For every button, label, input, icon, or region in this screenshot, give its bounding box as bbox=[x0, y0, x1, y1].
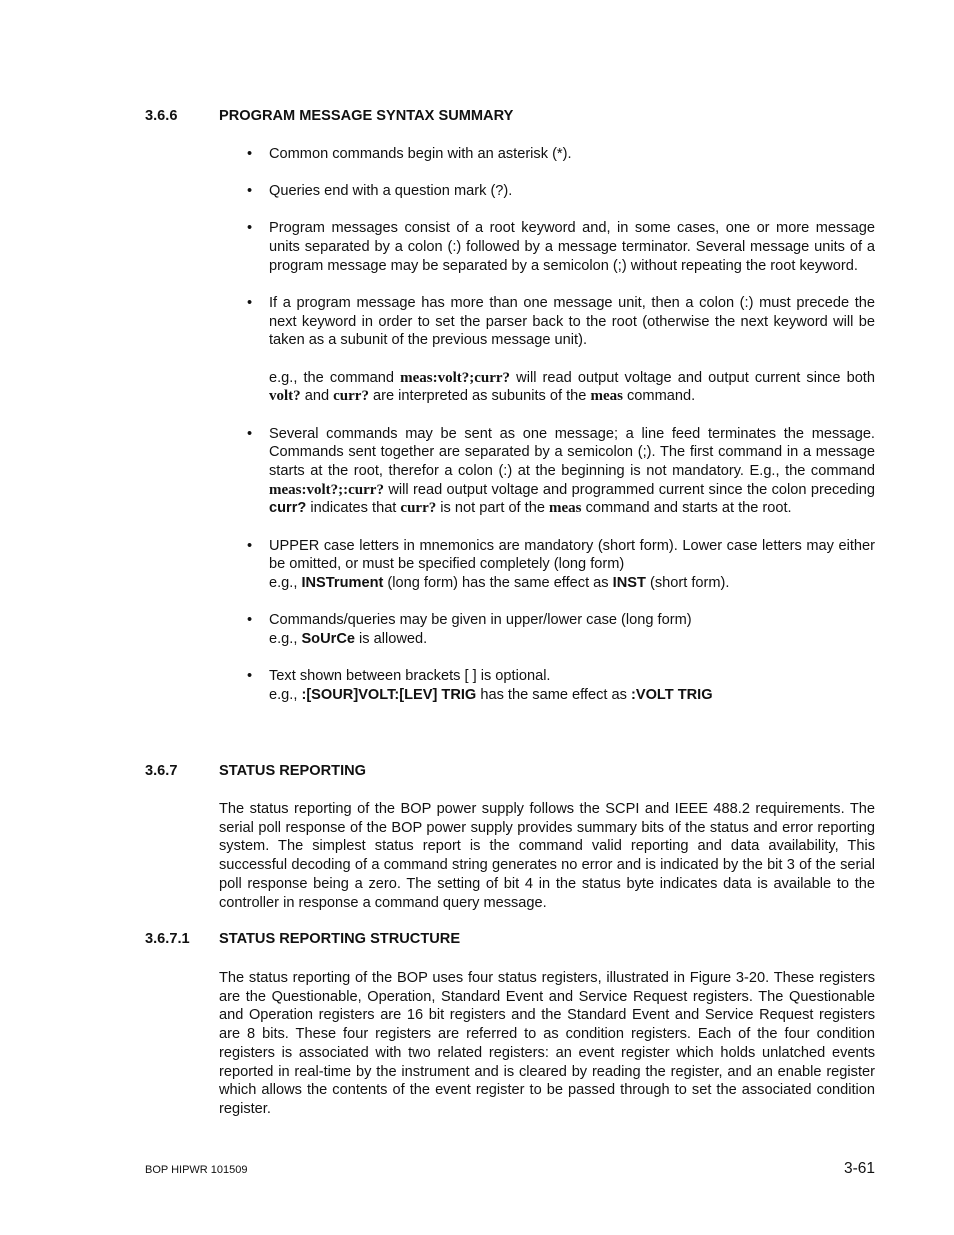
bullet-marker: • bbox=[247, 425, 253, 442]
section-title: STATUS REPORTING bbox=[219, 763, 367, 779]
text-run: indicates that bbox=[306, 500, 401, 517]
bullet-text: Queries end with a question mark (?). bbox=[269, 183, 513, 200]
text-run: command. bbox=[622, 388, 696, 405]
status-structure-paragraph: The status reporting of the BOP uses four status registers, illustrated in Figure 3-20. These registers are the Questionable, Operation, Standard Event and Service Request registers. The Questionable and Operation registers are 16 bit registers and the Standard Event and Service Request registers are 8 bits. These four registers are referred to as condition registers. Each of the four condition registers is associated with two related registers: an event register which holds unlatched events reported in real-time by the instrument and is cleared by reading the register, and an enable register which allows the contents of the event register to be passed through to set the associated condition register. bbox=[219, 970, 875, 1117]
command-code: INSTrument bbox=[301, 574, 384, 591]
text-run: Text shown between brackets [ ] is optional. bbox=[269, 668, 551, 685]
section-title: STATUS REPORTING STRUCTURE bbox=[219, 931, 461, 947]
bullet-text bbox=[269, 667, 875, 704]
example-text bbox=[269, 369, 875, 406]
text-run: will read output voltage and output current since both bbox=[510, 369, 875, 386]
text-run: e.g., the command bbox=[269, 369, 401, 386]
text-run: Several commands may be sent as one message; a line feed terminates the message. Commands sent together are separated by a semicolon (;). The first command in a message starts at the root, therefor a colon (:) at the beginning is not mandatory. E.g., the command bbox=[269, 425, 875, 479]
command-code: :[SOUR]VOLT:[LEV] TRIG bbox=[301, 686, 477, 703]
text-run: e.g., bbox=[269, 630, 302, 647]
section-number: 3.6.6 bbox=[145, 108, 178, 124]
section-number: 3.6.7 bbox=[145, 763, 178, 779]
text-run: e.g., bbox=[269, 686, 302, 703]
text-run: UPPER case letters in mnemonics are mandatory (short form). Lower case letters may either be omitted, or must be specified completely (long form) bbox=[269, 537, 875, 573]
command-code: curr? bbox=[400, 500, 437, 517]
text-run: Commands/queries may be given in upper/lower case (long form) bbox=[269, 612, 692, 629]
text-run: (short form). bbox=[645, 574, 730, 591]
bullet-marker: • bbox=[247, 612, 253, 629]
bullet-text bbox=[269, 611, 875, 648]
text-run: (long form) has the same effect as bbox=[383, 574, 613, 591]
bullet-marker: • bbox=[247, 146, 253, 162]
bullet-text: Program messages consist of a root keyword and, in some cases, one or more message units separated by a colon (:) followed by a message terminator. Several message units of a program message may be separated by a semicolon (;) without repeating the root keyword. bbox=[269, 220, 875, 274]
list-item bbox=[247, 667, 875, 704]
list-item bbox=[247, 537, 875, 593]
command-code: volt? bbox=[269, 388, 301, 405]
bullet-marker: • bbox=[247, 537, 253, 554]
bullet-marker: • bbox=[247, 220, 253, 237]
command-code: meas bbox=[549, 500, 582, 517]
text-run: are interpreted as subunits of the bbox=[368, 388, 591, 405]
section-heading-3-6-6 bbox=[145, 108, 513, 124]
section-heading-3-6-7-1 bbox=[145, 931, 460, 947]
bullet-text: Common commands begin with an asterisk (*). bbox=[269, 146, 572, 162]
list-item bbox=[247, 182, 875, 201]
text-run: is allowed. bbox=[354, 630, 428, 647]
section-number: 3.6.7.1 bbox=[145, 931, 190, 947]
bullet-text bbox=[269, 425, 875, 519]
text-run: has the same effect as bbox=[476, 686, 631, 703]
command-code: :VOLT TRIG bbox=[630, 686, 713, 703]
bullet-marker: • bbox=[247, 183, 253, 200]
command-code: curr? bbox=[333, 388, 369, 405]
status-reporting-paragraph: The status reporting of the BOP power supply follows the SCPI and IEEE 488.2 requirements. The serial poll response of the BOP power supply provides summary bits of the status and error reporting system. The simplest status report is the command valid reporting and data availability, This successful decoding of a command string generates no error and is indicated by the bit 3 of the serial poll response being a zero. The setting of bit 4 in the status byte indicates data is available to the controller in response a command query message. bbox=[219, 801, 875, 911]
text-run: command and starts at the root. bbox=[581, 500, 792, 517]
command-code: meas:volt?;:curr? bbox=[269, 481, 384, 498]
list-item bbox=[247, 145, 875, 164]
bullet-marker: • bbox=[247, 668, 253, 685]
bullet-text: If a program message has more than one message unit, then a colon (:) must precede the next keyword in order to set the parser back to the root (otherwise the next keyword will be taken as a subunit of the previous message unit). bbox=[269, 295, 875, 349]
text-run: e.g., bbox=[269, 574, 302, 591]
section-title: PROGRAM MESSAGE SYNTAX SUMMARY bbox=[219, 108, 514, 124]
command-code: meas bbox=[590, 388, 623, 405]
page-number: 3-61 bbox=[843, 1160, 875, 1177]
text-run: will read output voltage and programmed current since the colon preceding bbox=[383, 481, 875, 498]
section-heading-3-6-7 bbox=[145, 763, 366, 779]
bullet-text bbox=[269, 537, 875, 593]
command-code: meas:volt?;curr? bbox=[400, 369, 511, 386]
text-run: and bbox=[300, 388, 334, 405]
text-run: is not part of the bbox=[436, 500, 550, 517]
footer-doc-id: BOP HIPWR 101509 bbox=[145, 1164, 248, 1176]
list-item bbox=[247, 219, 875, 275]
syntax-bullet-list bbox=[247, 145, 875, 723]
command-code: SoUrCe bbox=[301, 630, 355, 647]
list-item bbox=[247, 611, 875, 648]
bullet-marker: • bbox=[247, 295, 253, 312]
list-item bbox=[247, 294, 875, 406]
command-code: INST bbox=[612, 574, 646, 591]
command-code: curr? bbox=[269, 500, 307, 517]
list-item bbox=[247, 425, 875, 519]
